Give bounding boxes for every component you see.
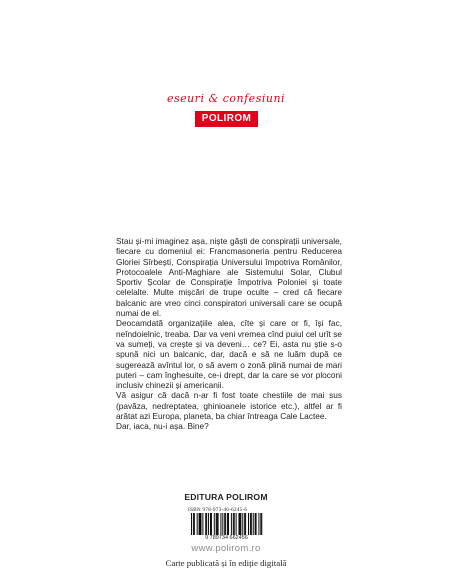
- barcode-bar: [211, 513, 212, 535]
- barcode-bar: [239, 513, 240, 535]
- barcode-bar: [227, 513, 228, 537]
- barcode-bar: [239, 513, 240, 535]
- barcode-bar: [210, 513, 211, 535]
- barcode-bar: [225, 513, 226, 537]
- publisher-name: EDITURA POLIROM: [184, 492, 268, 502]
- blurb-text: [116, 236, 342, 432]
- series-label: eseuri & confesiuni: [166, 92, 286, 105]
- barcode-bar: [218, 513, 219, 535]
- barcode-bar: [251, 513, 252, 535]
- blurb-paragraph-1: Stau și-mi imaginez așa, niște găști de conspirații universale, fiecare cu domeniul ei: Francmasoneria pentru Reducerea Gloriei Sîrbești, Conspirația Universului împotriva Românilor, Protocoalele Anti-Maghiare ale Sistemului Solar, Clubul Sportiv Școlar de Conspirație împotriva Poloniei și toate celelalte. Multe mișcări de trupe oculte – cred că fiecare balcanic are vreo cinci conspiratori universali care se ocupă numai de el.: [116, 236, 342, 319]
- barcode-bar: [248, 513, 249, 535]
- barcode: [188, 513, 265, 542]
- barcode-bar: [217, 513, 218, 535]
- polirom-logo: POLIROM: [195, 111, 258, 127]
- barcode-bar: [261, 513, 262, 537]
- website-text: www.polirom.ro: [191, 543, 261, 554]
- barcode-bar: [199, 513, 200, 535]
- barcode-bar: [258, 513, 259, 535]
- barcode-bar: [193, 513, 194, 537]
- barcode-bar: [231, 513, 232, 535]
- barcode-bar: [224, 513, 225, 535]
- barcode-bars: [188, 513, 265, 537]
- blurb-paragraph-3: Vă asigur că dacă n-ar fi fost toate chestiile de mai sus (pavăza, nedreptatea, ghinioanele istorice etc.), altfel ar fi arătat azi Europa, planeta, ba chiar întreaga Cale Lactee.: [116, 390, 342, 422]
- barcode-bar: [233, 513, 234, 535]
- barcode-bar: [214, 513, 215, 535]
- barcode-bar: [255, 513, 256, 535]
- barcode-bar: [201, 513, 202, 535]
- barcode-bar: [244, 513, 245, 535]
- barcode-bar: [236, 513, 237, 535]
- barcode-bar: [245, 513, 246, 535]
- barcode-bar: [197, 513, 198, 535]
- barcode-bar: [250, 513, 251, 535]
- barcode-bar: [253, 513, 254, 535]
- barcode-bar: [222, 513, 223, 535]
- digital-edition-note: Carte publicată și în ediție digitală: [165, 558, 287, 568]
- barcode-bar: [260, 513, 261, 537]
- barcode-digits: 9 789734 662456: [188, 535, 265, 542]
- barcode-bar: [205, 513, 206, 535]
- blurb-paragraph-2: Deocamdată organizațiile alea, cîte și care or fi, își fac, neîndoielnic, treaba. Dar va veni vremea cînd puiul cel urît se va sumeți, va crește și va deveni… ce? Ei, asta nu știe s-o spună nici un balcanic, dar, dacă e să ne luăm după ce sugerează avîntul lor, o să avem o zonă plină numai de mari puteri – cam înghesuite, ce-i drept, dar la care se vor ploconi inclusiv chinezii și americanii.: [116, 318, 342, 391]
- barcode-bar: [240, 513, 241, 535]
- barcode-bar: [194, 513, 195, 535]
- barcode-bar: [242, 513, 243, 535]
- barcode-bar: [206, 513, 207, 535]
- barcode-bar: [220, 513, 221, 535]
- barcode-bar: [202, 513, 203, 535]
- barcode-bar: [208, 513, 209, 535]
- barcode-bar: [228, 513, 229, 535]
- barcode-bar: [216, 513, 217, 535]
- barcode-bar: [191, 513, 192, 537]
- barcode-bar: [234, 513, 235, 535]
- barcode-bar: [256, 513, 257, 535]
- isbn-text: ISBN 978-973-46-6245-6: [188, 507, 248, 513]
- blurb-paragraph-4: Dar, iaca, nu-i așa. Bine?: [116, 421, 209, 432]
- barcode-bar: [200, 513, 201, 535]
